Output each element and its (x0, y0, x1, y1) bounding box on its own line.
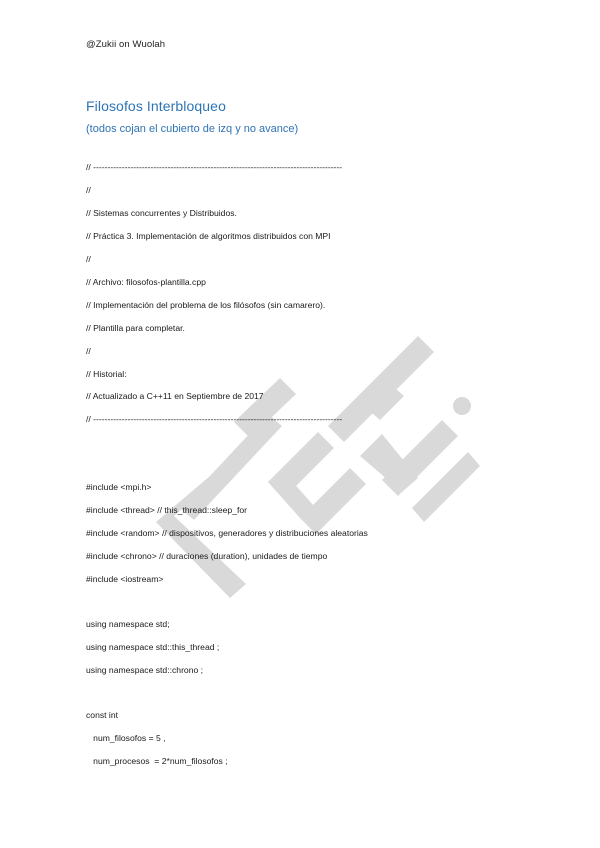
code-line: // Sistemas concurrentes y Distribuidos. (86, 208, 237, 218)
code-line: num_procesos = 2*num_filosofos ; (86, 756, 228, 766)
code-line: // --------------------------------------------------------------------------------------- (86, 414, 343, 424)
code-line: // Actualizado a C++11 en Septiembre de 2017 (86, 391, 264, 401)
code-line: #include <mpi.h> (86, 482, 152, 492)
code-line: #include <random> // dispositivos, generadores y distribuciones aleatorias (86, 528, 368, 538)
code-line: // Archivo: filosofos-plantilla.cpp (86, 277, 206, 287)
page-title: Filosofos Interbloqueo (86, 98, 226, 114)
code-line: // Plantilla para completar. (86, 323, 185, 333)
code-line: #include <iostream> (86, 574, 164, 584)
code-line: // Práctica 3. Implementación de algoritmos distribuidos con MPI (86, 231, 331, 241)
code-line: using namespace std::chrono ; (86, 665, 204, 675)
code-line: // --------------------------------------------------------------------------------------- (86, 162, 343, 172)
code-line: using namespace std; (86, 619, 170, 629)
code-line: #include <chrono> // duraciones (duration), unidades de tiempo (86, 551, 328, 561)
code-line: // (86, 254, 91, 264)
code-line: const int (86, 710, 119, 720)
code-line: // (86, 346, 91, 356)
page-subtitle: (todos cojan el cubierto de izq y no avance) (86, 123, 299, 135)
code-line: // (86, 185, 91, 195)
code-line: using namespace std::this_thread ; (86, 642, 220, 652)
header-attribution: @Zukii on Wuolah (86, 39, 166, 50)
code-line: num_filosofos = 5 , (86, 733, 166, 743)
code-line: // Implementación del problema de los filósofos (sin camarero). (86, 300, 326, 310)
code-line: #include <thread> // this_thread::sleep_for (86, 505, 248, 515)
code-line: // Historial: (86, 369, 127, 379)
